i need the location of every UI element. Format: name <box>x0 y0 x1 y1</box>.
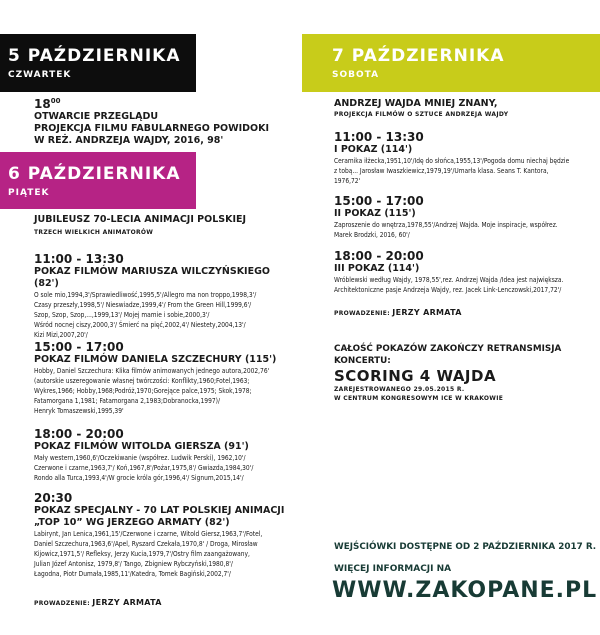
website-link[interactable]: WWW.ZAKOPANE.PL <box>332 578 598 603</box>
concert-title: SCORING 4 WAJDA <box>334 367 497 385</box>
event-title: I POKAZ (114') <box>334 144 413 155</box>
event-title: POKAZ SPECJALNY - 70 LAT POLSKIEJ ANIMACJI <box>34 505 285 516</box>
screening-block <box>34 252 296 340</box>
concert-date: ZAREJESTROWANEGO 29.05.2015 R. <box>334 386 465 393</box>
event-time: 18:00 - 20:00 <box>34 427 124 441</box>
event-title: POKAZ FILMÓW DANIELA SZCZECHURY (115') <box>34 354 277 365</box>
event-title: III POKAZ (114') <box>334 263 420 274</box>
screening-block <box>34 491 296 579</box>
event-line: OTWARCIE PRZEGLĄDU <box>34 111 159 122</box>
section-heading: ANDRZEJ WAJDA MNIEJ ZNANY, <box>334 98 498 109</box>
day-banner-oct5 <box>0 34 196 92</box>
event-time: 15:00 - 17:00 <box>34 340 124 354</box>
screening-block <box>34 340 296 416</box>
presenter-label: PROWADZENIE: <box>334 310 390 317</box>
screening-block <box>334 249 596 295</box>
day-weekday: PIĄTEK <box>8 188 50 198</box>
event-time: 18:00 - 20:00 <box>334 249 424 263</box>
screening-block <box>334 194 596 240</box>
day-title: 5 PAŹDZIERNIKA <box>8 46 181 66</box>
screening-block <box>334 130 596 186</box>
event-time: 11:00 - 13:30 <box>334 130 424 144</box>
film-list: Hobby, Daniel Szczechura: Klika filmów animowanych jednego autora,2002,76' (autorskie uszeregowanie własnej twórczości: Konflikty,1960;Fotel,1963; Wykres,1966; Hobby,1968;Podróż,1970;Gorejące palce,1975; Skok,1978; Fatamorgana 1,1981; Fatamorgana 2,1983;Dobranocka,1997)/ Henryk Tomaszewski,1995,39' <box>34 367 270 415</box>
day-title: 6 PAŹDZIERNIKA <box>8 164 181 184</box>
presenter-name: JERZY ARMATA <box>92 598 162 607</box>
section-subheading: TRZECH WIELKICH ANIMATORÓW <box>34 229 154 236</box>
event-line: W REŻ. ANDRZEJA WAJDY, 2016, 98' <box>34 135 224 146</box>
event-time: 15:00 - 17:00 <box>334 194 424 208</box>
film-list: Labirynt, Jan Lenica,1961,15'/Czerwone i czarne, Witold Giersz,1963,7'/Fotel, Daniel Szczechura,1963,6'/Apel, Ryszard Czekała,1970,8' / Droga, Mirosław Kijowicz,1971,5'/ Refleksy, Jerzy Kucia,1979,7'/Ostry film zaangażowany, Julian Józef Antonisz, 1979,8'/ Tango, Zbigniew Rybczyński,1980,8'/ Łagodna, Piotr Dumała,1985,11'/Katedra, Tomek Bagiński,2002,7'/ <box>34 530 263 578</box>
presenter-line <box>334 308 462 317</box>
screening-block <box>34 427 296 483</box>
section-heading: JUBILEUSZ 70-LECIA ANIMACJI POLSKIEJ <box>34 214 247 225</box>
day-title: 7 PAŹDZIERNIKA <box>332 46 505 66</box>
closing-line: CAŁOŚĆ POKAZÓW ZAKOŃCZY RETRANSMISJA KONCERTU: <box>334 344 562 366</box>
concert-block <box>334 343 598 403</box>
event-line: PROJEKCJA FILMU FABULARNEGO POWIDOKI <box>34 123 269 134</box>
presenter-line <box>34 598 162 607</box>
animation-header <box>34 214 296 237</box>
opening-block <box>34 94 294 147</box>
film-list: Ceramika iłżecka,1951,10'/Idę do słońca,1955,13'/Pogoda domu niechaj będzie z tobą... Jarosław Iwaszkiewicz,1979,19'/Umarła klasa. Seans T. Kantora, 1976,72' <box>334 157 570 185</box>
film-list: Wróblewski według Wajdy, 1978,55',rez. Andrzej Wajda /Idea jest największa. Architektoniczne pasje Andrzeja Wajdy, rez. Jacek Link-Lenczowski,2017,72'/ <box>334 276 564 294</box>
more-info-label: WIĘCEJ INFORMACJI NA <box>334 564 452 574</box>
tickets-info: WEJŚCIÓWKI DOSTĘPNE OD 2 PAŹDZIERNIKA 2017 R. <box>334 542 597 552</box>
film-list: Zaproszenie do wnętrza,1978,55'/Andrzej Wajda. Moje inspiracje, współrez. Marek Brodzki, 2016, 60'/ <box>334 221 558 239</box>
event-title: POKAZ FILMÓW MARIUSZA WILCZYŃSKIEGO (82') <box>34 266 270 289</box>
presenter-label: PROWADZENIE: <box>34 600 90 607</box>
day-banner-oct6 <box>0 152 196 209</box>
event-time: 20:30 <box>34 491 73 505</box>
day-banner-oct7 <box>302 34 600 92</box>
film-list: Mały western,1960,6'/Oczekiwanie (współrez. Ludwik Perski), 1962,10'/ Czerwone i czarne,1963,7'/ Koń,1967,8'/Pożar,1975,8'/ Gwiazda,1984,30'/ Rondo alla Turca,1993,4'/W grocie króla gór,1996,4'/ Signum,2015,14'/ <box>34 454 254 482</box>
film-list: O sole mio,1994,3'/Sprawiedliwość,1995,5'/Allegro ma non troppo,1998,3'/ Czasy przeszły,1998,5'/ Nieswiadze,1999,4'/ From the Green Hill,1999,6'/ Szop, Szop, Szop,...,1999,13'/ Mojej mamie i sobie,2000,3'/ Wśród nocnej ciszy,2000,3'/ Śmierć na pięć,2002,4'/ Niestety,2004,13'/ Kizi Mizi,2007,20'/ <box>34 291 257 339</box>
section-subheading: PROJEKCJA FILMÓW O SZTUCE ANDRZEJA WAJDY <box>334 111 509 118</box>
day-weekday: SOBOTA <box>332 70 380 80</box>
event-title: „TOP 10” WG JERZEGO ARMATY (82') <box>34 517 230 528</box>
event-title: II POKAZ (115') <box>334 208 416 219</box>
presenter-name: JERZY ARMATA <box>392 308 462 317</box>
event-time: 11:00 - 13:30 <box>34 252 124 266</box>
event-time: $18^{00}$ <box>34 97 61 111</box>
concert-venue: W CENTRUM KONGRESOWYM ICE W KRAKOWIE <box>334 395 504 402</box>
wajda-header <box>334 98 596 119</box>
day-weekday: CZWARTEK <box>8 70 72 80</box>
event-title: POKAZ FILMÓW WITOLDA GIERSZA (91') <box>34 441 249 452</box>
